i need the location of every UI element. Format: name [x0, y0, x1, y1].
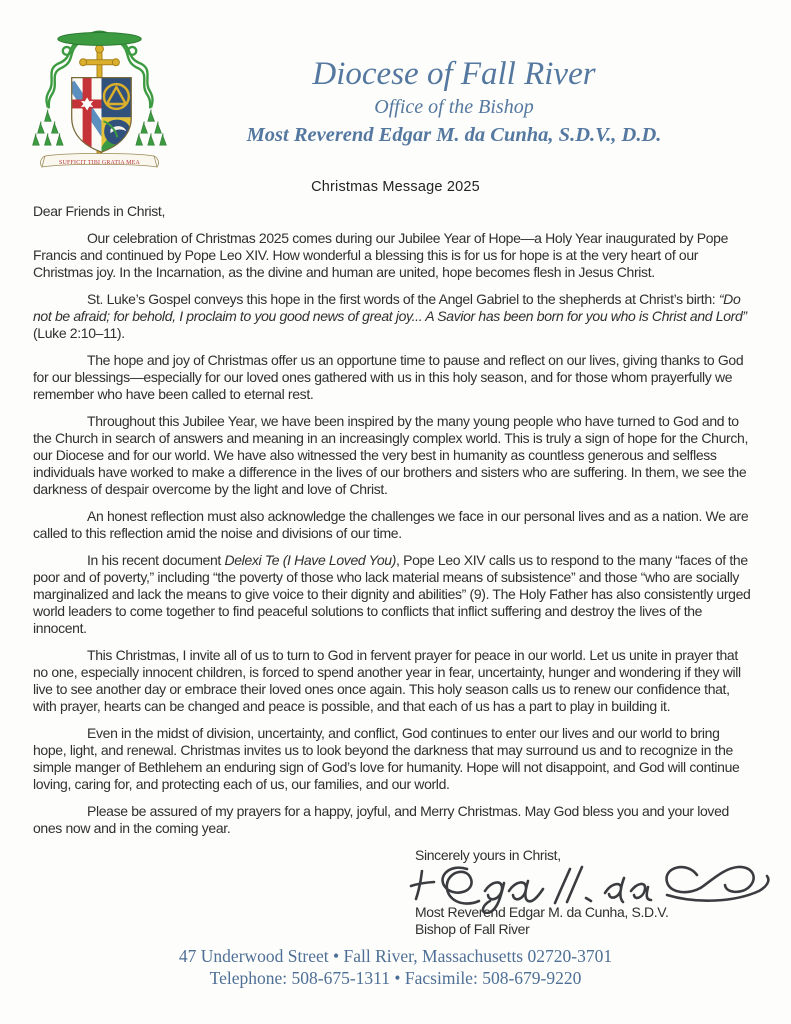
galero-hat: [58, 31, 141, 45]
paragraph: Even in the midst of division, uncertainty, and conflict, God continues to enter our lives and our world to bring hope, light, and renewal. Christmas invites us to look beyond the darkness that may surround us and to recognize in the simple manger of Bethlehem an enduring sign of God’s love for humanity. Hope will not disappoint, and God will continue loving, caring for, and protecting each of us, our families, and our world.: [33, 725, 740, 792]
crest-motto: SUFFICIT TIBI GRATIA MEA: [59, 160, 140, 167]
signer-title: Bishop of Fall River: [415, 921, 530, 937]
message-title: Christmas Message 2025: [311, 179, 480, 195]
bishop-name-line: Most Reverend Edgar M. da Cunha, S.D.V., D.D.: [246, 124, 662, 146]
signature-icon: [405, 858, 777, 914]
closing-block: [0, 847, 791, 938]
valediction: Sincerely yours in Christ,: [415, 847, 561, 863]
paragraph: Throughout this Jubilee Year, we have been inspired by the many young people who have turned to God and to the Church in search of answers and meaning in an increasingly complex world. This is truly a sign of hope for the Church, our Diocese and for our world. We have also witnessed the very best in humanity as countless generous and selfless individuals have worked to make a difference in the lives of our brothers and sisters who are suffering. In them, we see the darkness of despair overcome by the light and love of Christ.: [33, 413, 748, 497]
letterhead-footer: [0, 945, 791, 989]
diocese-coat-of-arms: [32, 26, 167, 175]
coat-of-arms-icon: [32, 26, 167, 170]
salutation: Dear Friends in Christ,: [33, 203, 165, 219]
signer-name: Most Reverend Edgar M. da Cunha, S.D.V.: [415, 904, 669, 920]
shield: [67, 78, 131, 153]
letterhead-text: [167, 26, 755, 175]
footer-contact: Telephone: 508-675-1311 • Facsimile: 508-679-9220: [209, 968, 582, 988]
paragraph-list: [33, 230, 753, 837]
paragraph: The hope and joy of Christmas offer us an opportune time to pause and reflect on our lives, giving thanks to God for our blessings—especially for our loved ones gathered with us in this holy season, and for those whom prayerfully we remember who have been called to eternal rest.: [33, 352, 744, 402]
letter-body: [33, 203, 753, 837]
office-subtitle: Office of the Bishop: [374, 96, 534, 118]
paragraph: An honest reflection must also acknowledge the challenges we face in our personal lives and as a nation. We are called to this reflection amid the noise and divisions of our time.: [33, 508, 749, 541]
left-tassels: [33, 109, 64, 145]
paragraph: St. Luke’s Gospel conveys this hope in the first words of the Angel Gabriel to the shepherds at Christ’s birth: “Do not be afraid; for behold, I proclaim to you good news of great joy... A Savior has been born for you who is Christ and Lord” (Luke 2:10–11).: [33, 291, 747, 341]
signature-area: [415, 864, 791, 904]
right-tassels: [136, 109, 167, 145]
letterhead: [0, 0, 791, 175]
paragraph: In his recent document Delexi Te (I Have Loved You), Pope Leo XIV calls us to respond to the many “faces of the poor and of poverty,” including “the poverty of those who lack material means of subsistence” and those “who are socially marginalized and lack the means to give voice to their dignity and abilities” (9). The Holy Father has also consistently urged world leaders to come together to find peaceful solutions to conflicts that inflict suffering and destroy the lives of the innocent.: [33, 552, 751, 636]
motto-banner: [40, 153, 158, 167]
paragraph: Please be assured of my prayers for a happy, joyful, and Merry Christmas. May God bless you and your loved ones now and in the coming year.: [33, 803, 729, 836]
diocese-title: Diocese of Fall River: [312, 56, 596, 92]
footer-address: 47 Underwood Street • Fall River, Massachusetts 02720-3701: [178, 946, 613, 966]
paragraph: This Christmas, I invite all of us to turn to God in fervent prayer for peace in our world. Let us unite in prayer that no one, especially innocent children, is forced to spend another year in fear, uncertainty, hunger and wondering if they will live to see another day or embrace their loved ones once again. This holy season calls us to renew our confidence that, with prayer, hearts can be changed and peace is possible, and that each of us has a part to play in building it.: [33, 647, 741, 714]
paragraph: Our celebration of Christmas 2025 comes during our Jubilee Year of Hope—a Holy Year inaugurated by Pope Francis and continued by Pope Leo XIV. How wonderful a blessing this is for us for hope is at the very heart of our Christmas joy. In the Incarnation, as the divine and human are united, hope becomes flesh in Jesus Christ.: [33, 230, 729, 280]
